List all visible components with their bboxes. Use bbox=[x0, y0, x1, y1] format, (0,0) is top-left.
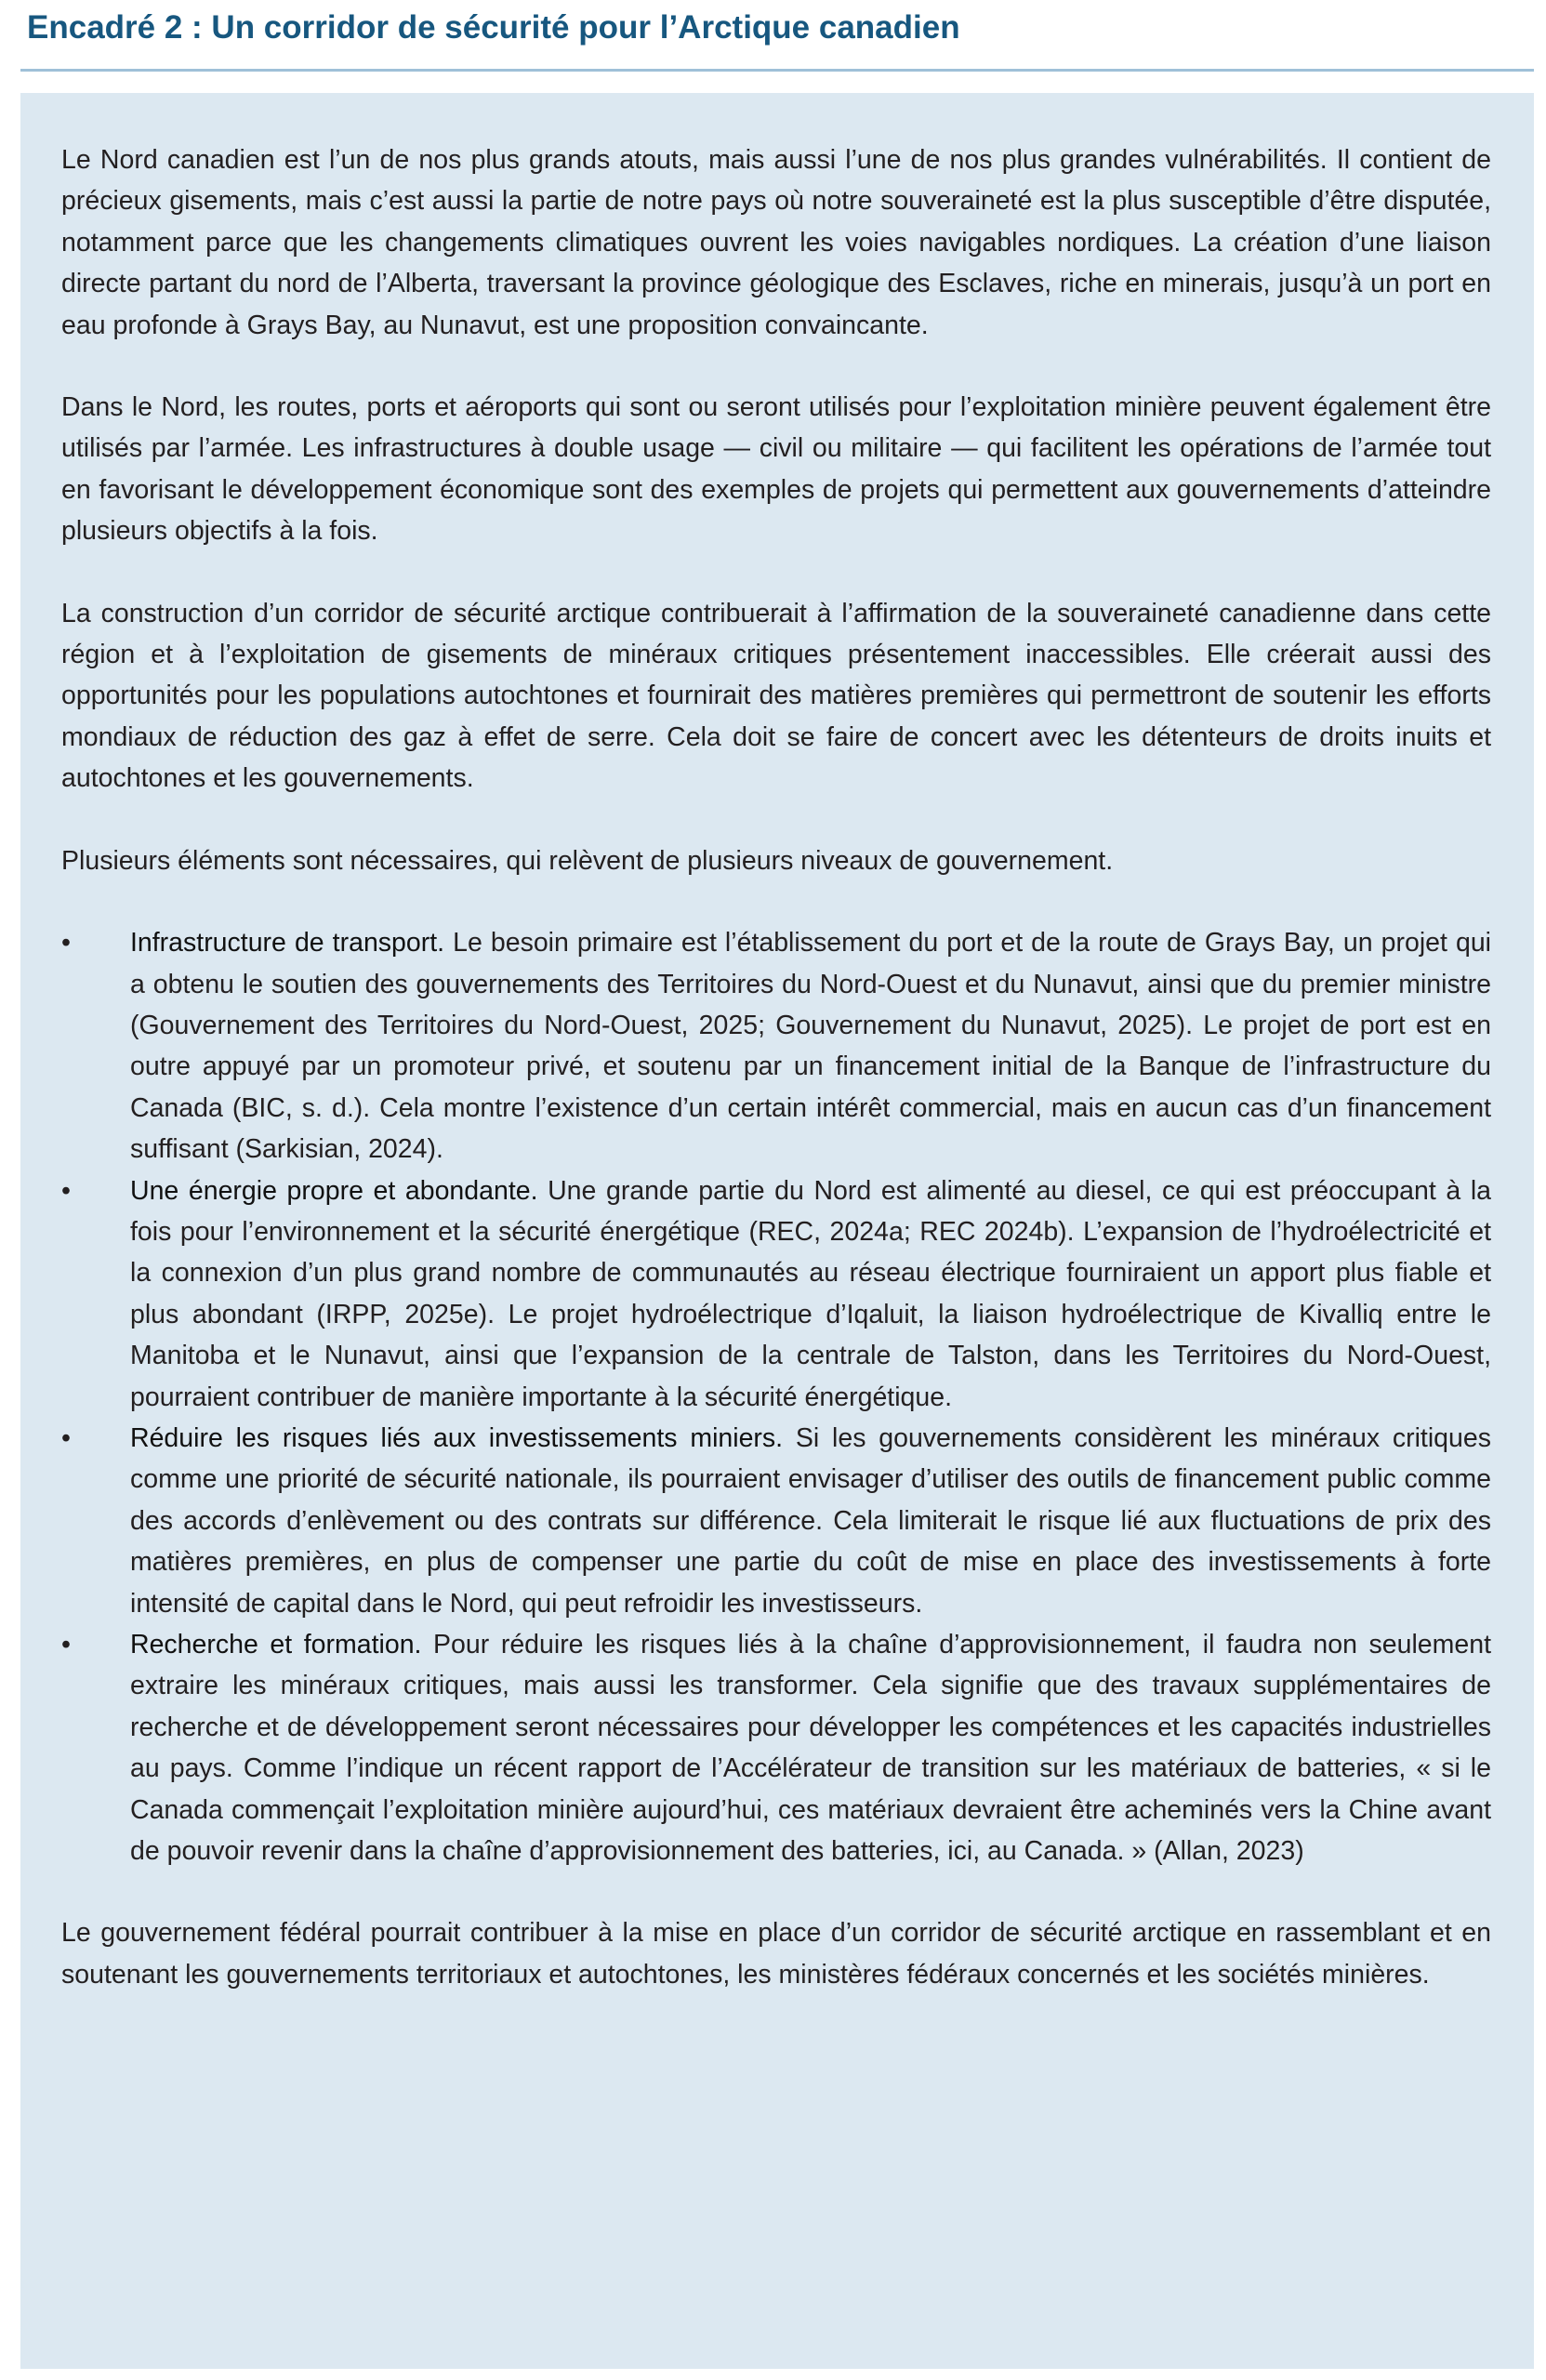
paragraph-dual-use: Dans le Nord, les routes, ports et aéroports qui sont ou seront utilisés pour l’exploitation minière peuvent également être utilisés par l’armée. Les infrastructures à double usage — civil ou militaire — qui facilitent les opérations de l’armée tout en favorisant le développement économique sont des exemples de projets qui permettent aux gouvernements d’atteindre plusieurs objectifs à la fois. bbox=[61, 392, 1491, 547]
bullet-list bbox=[61, 922, 1491, 1871]
bullet-text: Le besoin primaire est l’établissement du port et de la route de Grays Bay, un projet qui a obtenu le soutien des gouvernements des Territoires du Nord-Ouest et du Nunavut, ainsi que du premier ministre (Gouvernement des Territoires du Nord-Ouest, 2025; Gouvernement du Nunavut, 2025). Le projet de port est en outre appuyé par un promoteur privé, et soutenu par un financement initial de la Banque de l’infrastructure du Canada (BIC, s. d.). Cela montre l’existence d’un certain intérêt commercial, mais en aucun cas d’un financement suffisant (Sarkisian, 2024). bbox=[130, 928, 1491, 1165]
paragraph-closing: Le gouvernement fédéral pourrait contribuer à la mise en place d’un corridor de sécurité arctique en rassemblant et en soutenant les gouvernements territoriaux et autochtones, les ministères fédéraux concernés et les sociétés minières. bbox=[61, 1918, 1491, 1990]
paragraph-corridor: La construction d’un corridor de sécurité arctique contribuerait à l’affirmation de la souveraineté canadienne dans cette région et à l’exploitation de gisements de minéraux critiques présentement inaccessibles. Elle créerait aussi des opportunités pour les populations autochtones et fournirait des matières premières qui permettront de soutenir les efforts mondiaux de réduction des gaz à effet de serre. Cela doit se faire de concert avec les détenteurs de droits inuits et autochtones et les gouvernements. bbox=[61, 598, 1491, 794]
paragraph-elements: Plusieurs éléments sont nécessaires, qui relèvent de plusieurs niveaux de gouvernement. bbox=[61, 845, 1114, 876]
bullet-item-research bbox=[61, 1624, 1491, 1871]
bullet-item-mining-risk bbox=[61, 1418, 1491, 1624]
bullet-lead: Infrastructure de transport. bbox=[130, 928, 445, 959]
title-divider bbox=[20, 69, 1534, 72]
box-title: Encadré 2 : Un corridor de sécurité pour l’Arctique canadien bbox=[27, 9, 960, 46]
sidebar-box bbox=[20, 93, 1534, 2369]
bullet-marker: • bbox=[61, 1175, 71, 1206]
bullet-text: Une grande partie du Nord est alimenté au diesel, ce qui est préoccupant à la fois pour l’environnement et la sécurité énergétique (REC, 2024a; REC 2024b). L’expansion de l’hydroélectricité et la connexion d’un plus grand nombre de communautés au réseau électrique fourniraient un apport plus fiable et plus abondant (IRPP, 2025e). Le projet hydroélectrique d’Iqaluit, la liaison hydroélectrique de Kivalliq entre le Manitoba et le Nunavut, ainsi que l’expansion de la centrale de Talston, dans les Territoires du Nord-Ouest, pourraient contribuer de manière importante à la sécurité énergétique. bbox=[130, 1175, 1492, 1412]
bullet-lead: Une énergie propre et abondante. bbox=[130, 1175, 538, 1206]
bullet-marker: • bbox=[61, 928, 71, 959]
bullet-text: Pour réduire les risques liés à la chaîne d’approvisionnement, il faudra non seulement extraire les minéraux critiques, mais aussi les transformer. Cela signifie que des travaux supplémentaires de recherche et de développement seront nécessaires pour développer les compétences et les capacités industrielles au pays. Comme l’indique un récent rapport de l’Accélérateur de transition sur les matériaux de batteries, « si le Canada commençait l’exploitation minière aujourd’hui, ces matériaux devraient être acheminés vers la Chine avant de pouvoir revenir dans la chaîne d’approvisionnement des batteries, ici, au Canada. » (Allan, 2023) bbox=[130, 1630, 1491, 1867]
bullet-marker: • bbox=[61, 1630, 71, 1659]
bullet-lead: Réduire les risques liés aux investissements miniers. bbox=[130, 1422, 784, 1453]
bullet-item-transport bbox=[61, 922, 1491, 1170]
paragraph-intro: Le Nord canadien est l’un de nos plus grands atouts, mais aussi l’une de nos plus grandes vulnérabilités. Il contient de précieux gisements, mais c’est aussi la partie de notre pays où notre souveraineté est la plus susceptible d’être disputée, notamment parce que les changements climatiques ouvrent les voies navigables nordiques. La création d’une liaison directe partant du nord de l’Alberta, traversant la province géologique des Esclaves, riche en minerais, jusqu’à un port en eau profonde à Grays Bay, au Nunavut, est une proposition convaincante. bbox=[61, 145, 1491, 340]
bullet-marker: • bbox=[61, 1422, 71, 1453]
bullet-lead: Recherche et formation. bbox=[130, 1630, 422, 1659]
bullet-item-energy bbox=[61, 1170, 1491, 1418]
bullet-text: Si les gouvernements considèrent les minéraux critiques comme une priorité de sécurité nationale, ils pourraient envisager d’utiliser des outils de financement public comme des accords d’enlèvement ou des contrats sur différence. Cela limiterait le risque lié aux fluctuations de prix des matières premières, en plus de compenser une partie du coût de mise en place des investissements à forte intensité de capital dans le Nord, qui peut refroidir les investisseurs. bbox=[130, 1422, 1491, 1619]
